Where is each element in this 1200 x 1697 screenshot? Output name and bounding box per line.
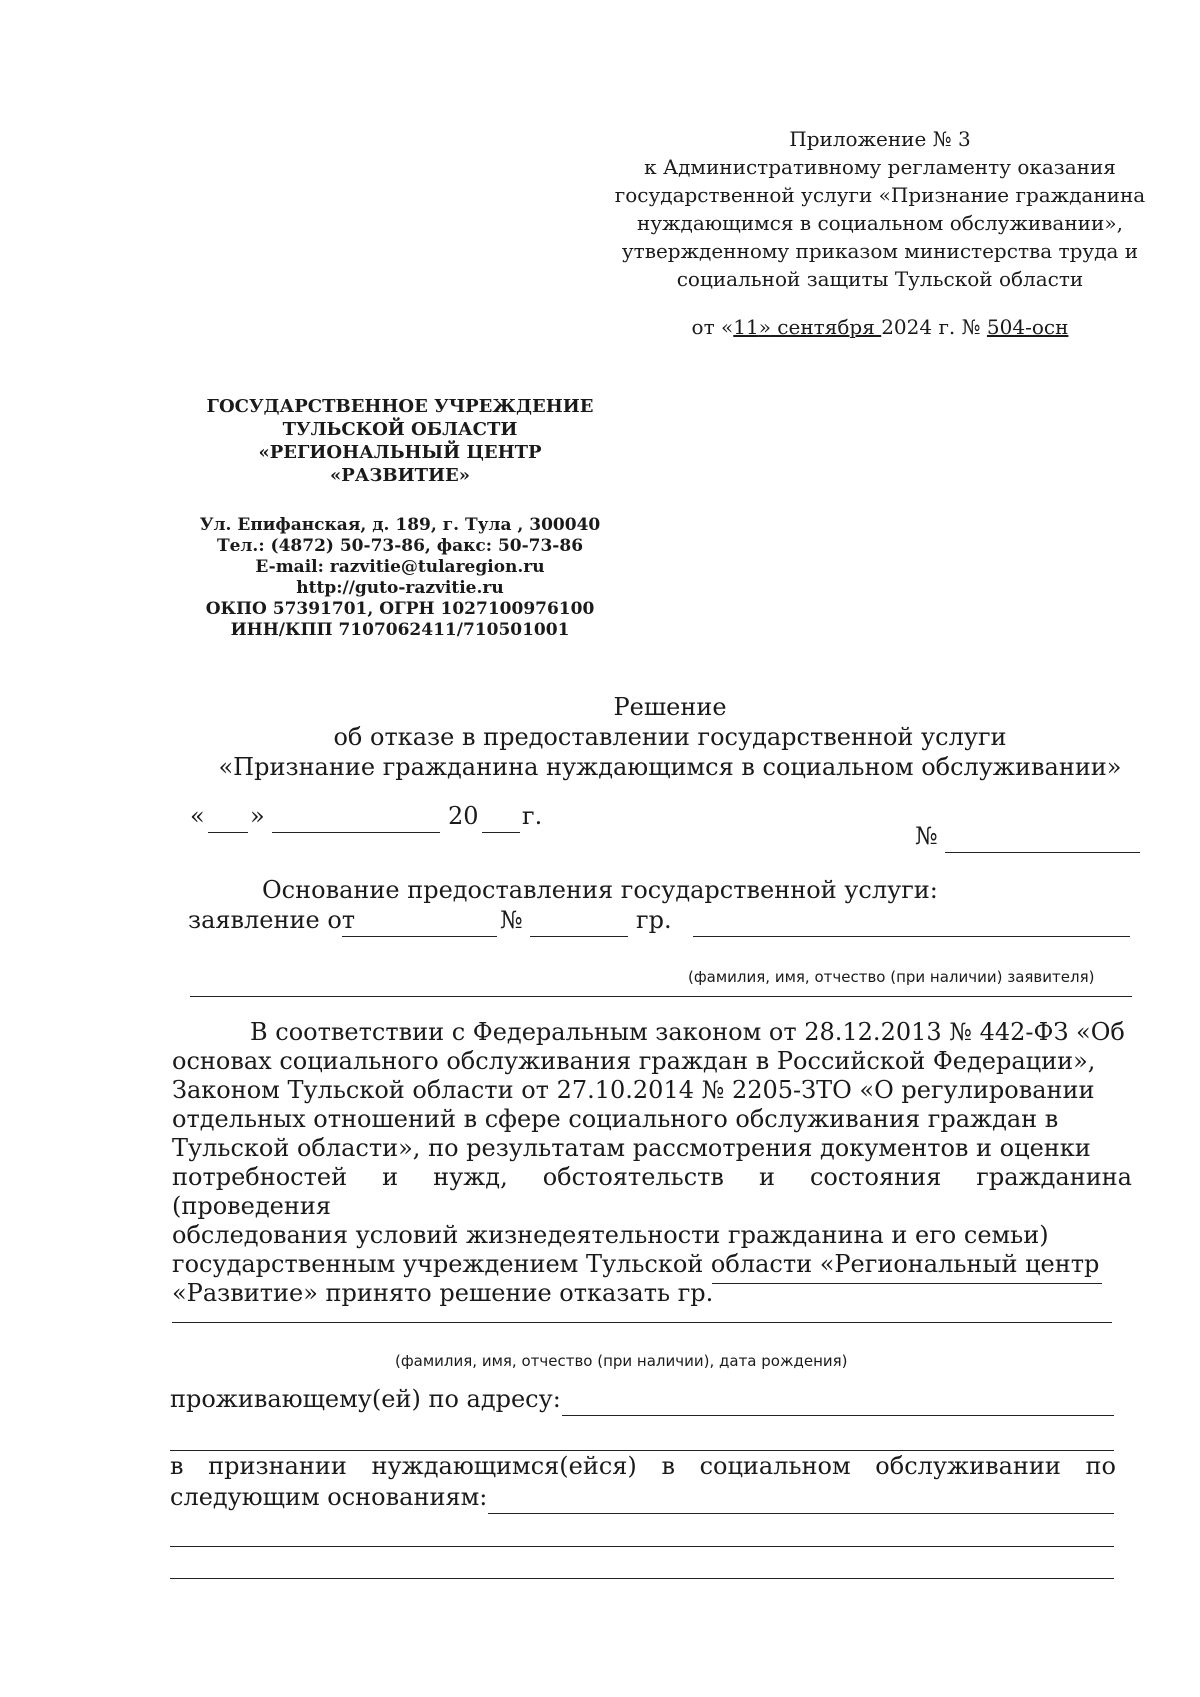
date-open-quote: « [190,802,205,830]
refusal-line-1 [170,1452,1116,1480]
appendix-line: Приложение № 3 [789,127,971,151]
citizen-label: гр. [636,906,672,934]
citizen-name-blank-2 [172,1322,1112,1323]
refusal-word: в [661,1452,675,1480]
appendix-line: к Административному регламенту оказания [644,155,1116,179]
citizen-caption: (фамилия, имя, отчество (при наличии), дата рождения) [395,1352,848,1370]
refusal-word: признании [208,1452,347,1480]
applicant-caption: (фамилия, имя, отчество (при наличии) заявителя) [688,968,1095,986]
date-mid: » [758,315,771,339]
title-line-1: Решение [613,693,727,721]
appendix-line: нуждающимся в социальном обслуживании», [637,211,1123,235]
date-day-blank [208,832,248,833]
decision-line: государственным учреждением Тульской области «Региональный центр [172,1250,1100,1278]
refusal-word: в [170,1452,184,1480]
order-number: 504-осн [986,315,1069,339]
decision-line: отдельных отношений в сфере социального обслуживания граждан в [172,1105,1059,1133]
org-address [190,515,610,641]
statement-number-blank [530,936,628,937]
decision-line: потребностей и нужд, обстоятельств и состояния гражданина (проведения [172,1163,1132,1220]
order-year: 2024 г. № [881,315,987,339]
refusal-word: по [1085,1452,1116,1480]
appendix-line: государственной услуги «Признание гражданина [614,183,1146,207]
decision-line: Законом Тульской области от 27.10.2014 № 2205-ЗТО «О регулировании [172,1076,1095,1104]
order-month: сентября [770,315,882,339]
decision-title [150,692,1190,782]
address-blank-2 [170,1450,1114,1451]
date-year-blank [482,832,520,833]
org-phone-line: Тел.: (4872) 50-73-86, факс: 50-73-86 [216,536,584,556]
organization-block [190,395,610,641]
date-year-suffix: г. [522,802,543,830]
applicant-name-blank-2 [190,996,1132,997]
decision-line: основах социального обслуживания граждан в Российской Федерации», [172,1047,1096,1075]
decision-number-blank [945,852,1140,853]
org-website-line: http://guto-razvitie.ru [296,578,504,598]
date-century: 20 [448,802,479,830]
citizen-name-blank [712,1283,1102,1284]
title-line-3: «Признание гражданина нуждающимся в социальном обслуживании» [218,753,1122,781]
refusal-word: нуждающимся(ейся) [371,1452,637,1480]
grounds-blank-2 [170,1546,1114,1547]
applicant-name-blank [693,936,1130,937]
org-email-line: E-mail: razvitie@tularegion.ru [255,557,545,577]
refusal-grounds-label: следующим основаниям: [170,1483,488,1511]
grounds-blank [488,1513,1114,1514]
decision-last-line: «Развитие» принято решение отказать гр. [172,1279,714,1307]
decision-line: Тульской области», по результатам рассмотрения документов и оценки [172,1134,1091,1162]
statement-from-label: заявление от [188,906,356,934]
statement-date-blank [342,936,497,937]
appendix-line: социальной защиты Тульской области [676,267,1084,291]
decision-number-label: № [915,822,938,850]
title-line-2: об отказе в предоставлении государственной услуги [333,723,1007,751]
grounds-blank-3 [170,1578,1114,1579]
org-okpo-line: ОКПО 57391701, ОГРН 1027100976100 [205,599,595,619]
org-address-line: Ул. Епифанская, д. 189, г. Тула , 300040 [199,515,601,535]
basis-heading: Основание предоставления государственной услуги: [262,876,938,904]
residence-label: проживающему(ей) по адресу: [170,1385,561,1413]
decision-line: обследования условий жизнедеятельности гражданина и его семьи) [172,1221,1049,1249]
org-name-line: «РАЗВИТИЕ» [329,465,471,486]
org-name-line: «РЕГИОНАЛЬНЫЙ ЦЕНТР [258,442,542,463]
statement-number-label: № [500,906,523,934]
appendix-header [560,125,1200,341]
order-date-line [560,313,1200,341]
appendix-line: утвержденному приказом министерства труда и [621,239,1139,263]
org-inn-line: ИНН/КПП 7107062411/710501001 [230,620,570,640]
decision-paragraph [172,1018,1132,1308]
date-close-quote: » [250,802,265,830]
decision-line: В соответствии с Федеральным законом от 28.12.2013 № 442-ФЗ «Об [250,1018,1125,1046]
address-blank [562,1415,1114,1416]
date-prefix: от « [691,315,734,339]
refusal-word: социальном [699,1452,851,1480]
org-name-line: ТУЛЬСКОЙ ОБЛАСТИ [282,419,518,440]
order-day: 11 [733,315,759,339]
org-name-line: ГОСУДАРСТВЕННОЕ УЧРЕЖДЕНИЕ [206,396,594,417]
date-month-blank [272,832,440,833]
refusal-word: обслуживании [875,1452,1061,1480]
